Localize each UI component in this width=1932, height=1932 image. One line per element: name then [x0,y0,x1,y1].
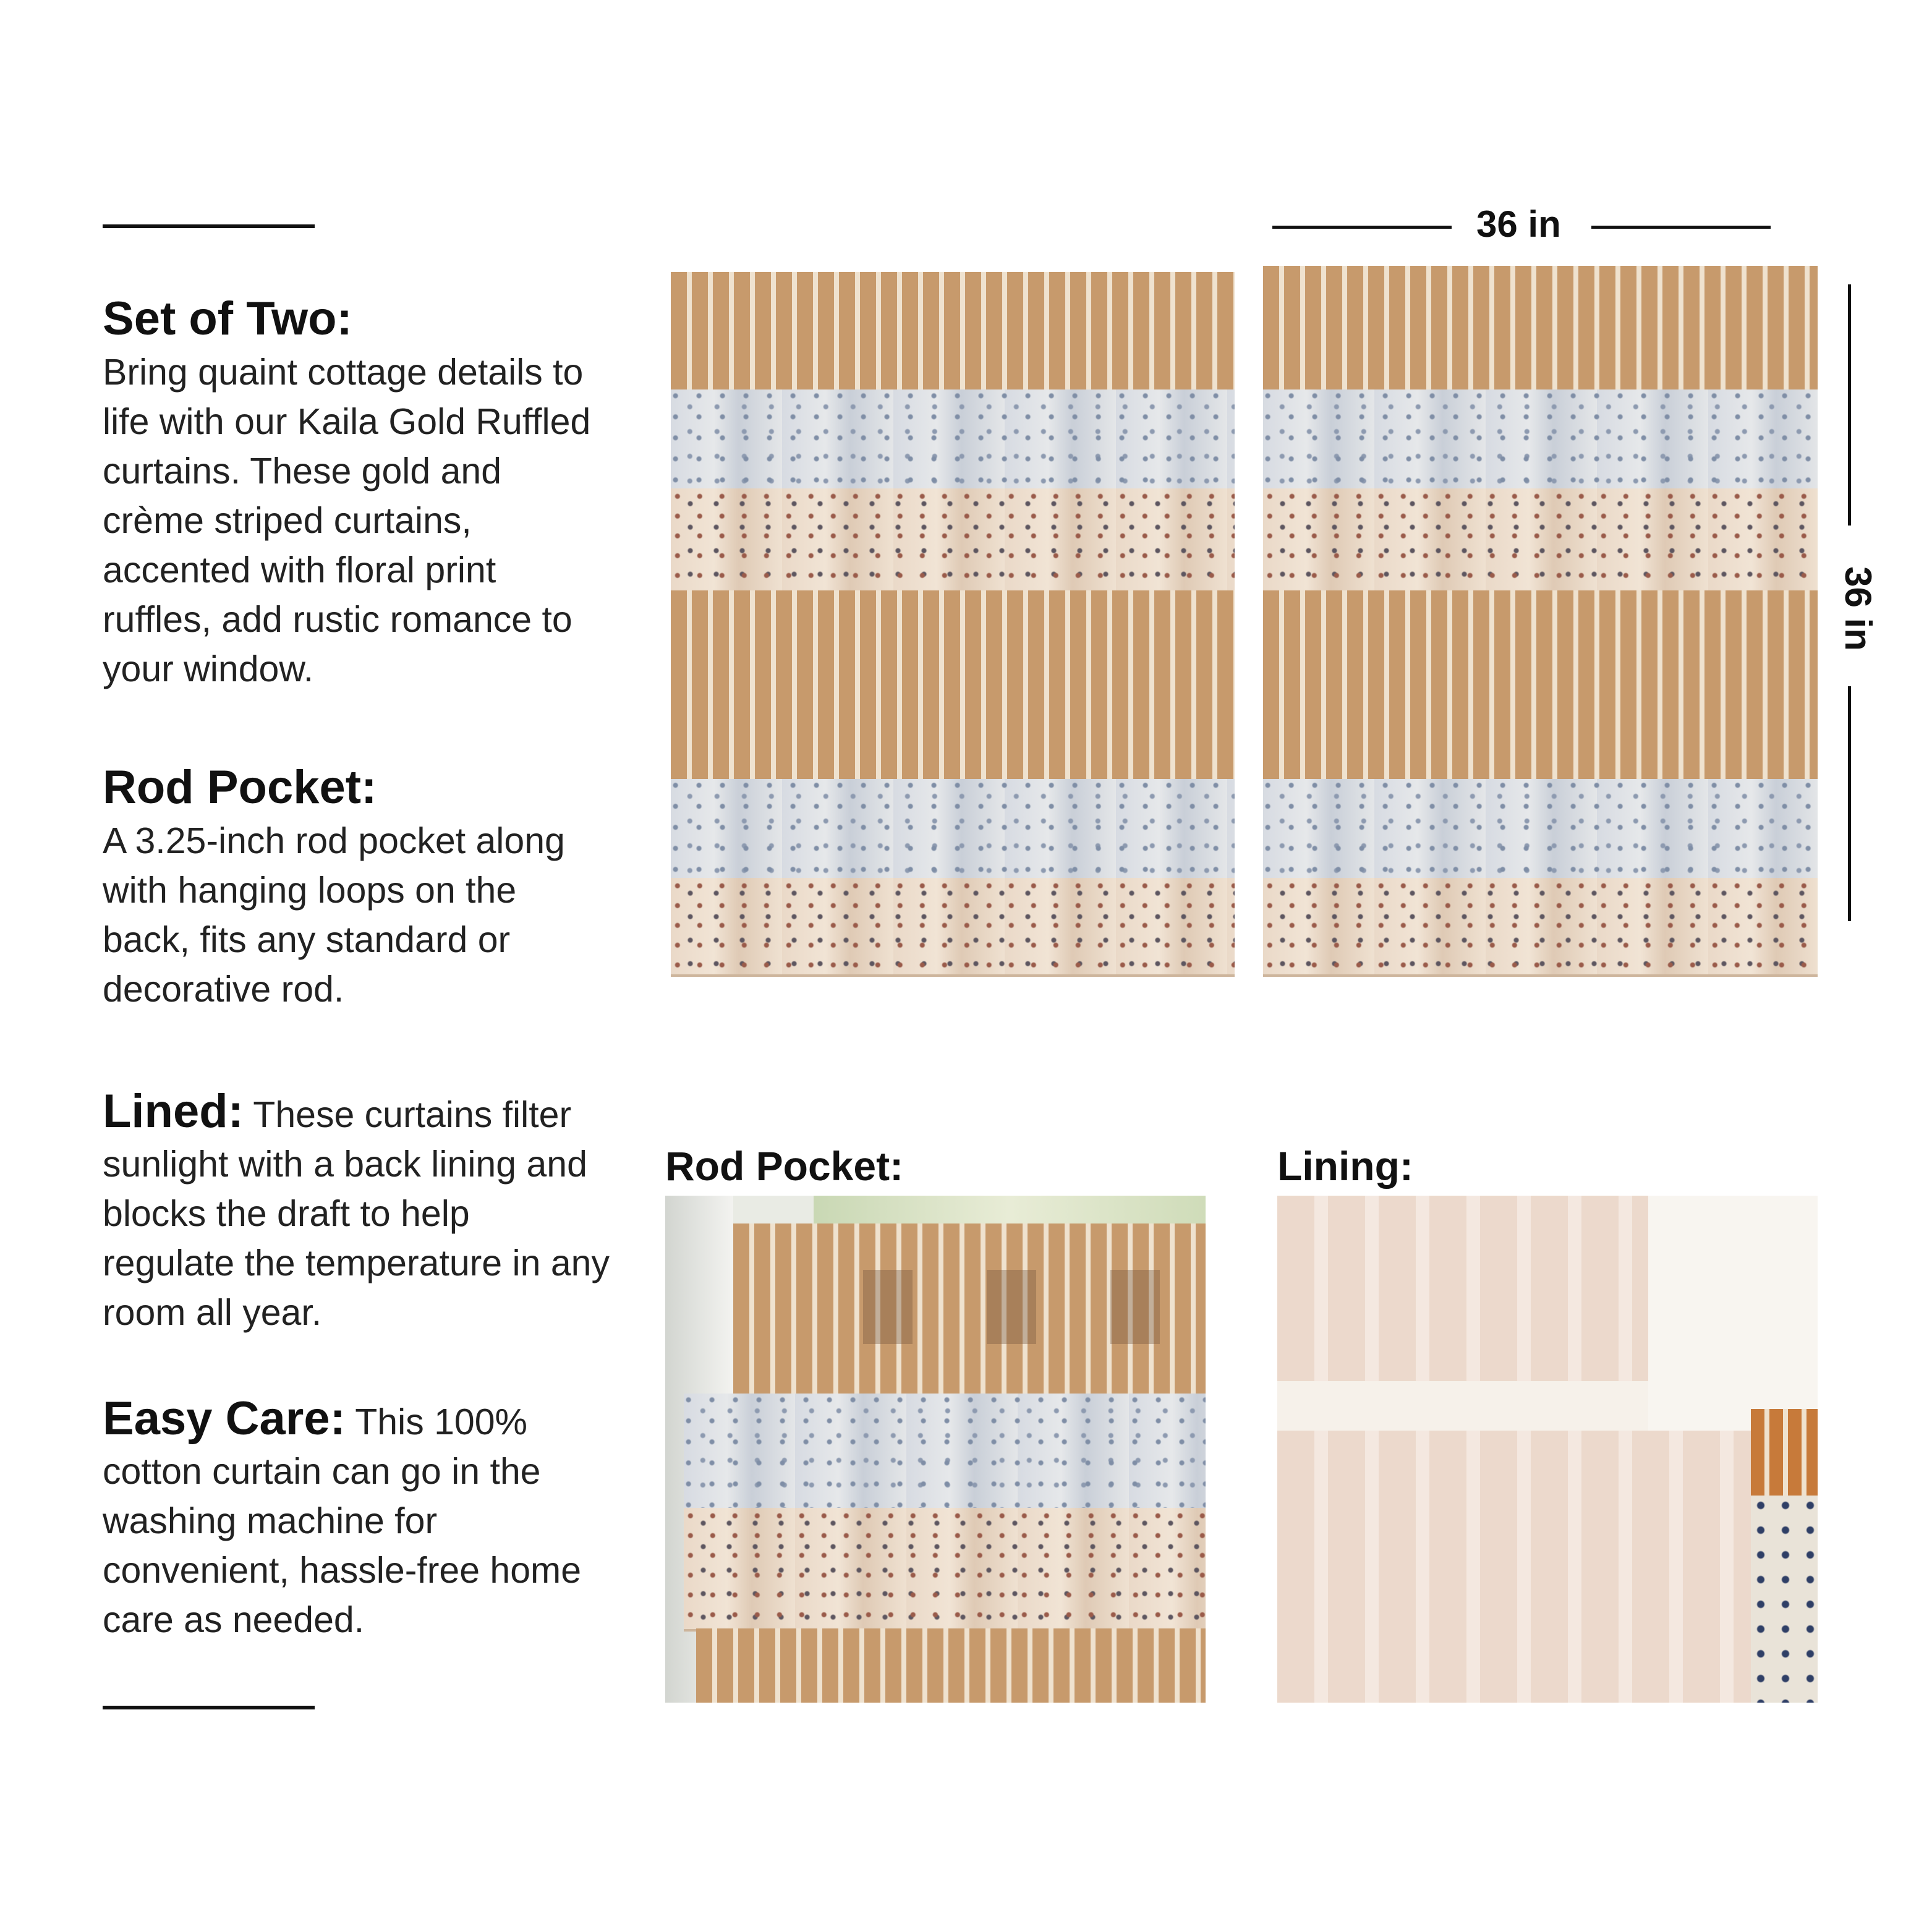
red-floral-ruffle [671,488,1235,594]
rod-pocket-body: A 3.25-inch rod pocket along with hanging loops on the back, fits any standard or decorative rod. [103,820,565,1010]
width-line-left [1272,226,1452,229]
red-floral-ruffle [684,1508,1206,1632]
red-floral-ruffle [1263,488,1818,594]
lining-photo [1277,1196,1818,1703]
curtain-panel-right [1263,266,1818,977]
section-rod-pocket [103,759,610,1014]
front-fabric-edge-gold [1751,1409,1818,1496]
height-line-bottom [1848,686,1851,921]
stripe-band [696,1628,1206,1703]
lining-panel-cream [1648,1196,1818,1431]
section-set-of-two [103,291,610,694]
rod-pocket-detail-label: Rod Pocket: [665,1143,904,1189]
blue-floral-ruffle [671,779,1235,884]
hanging-loops [789,1270,1178,1344]
blue-floral-ruffle [1263,779,1818,884]
lined-heading: Lined: [103,1085,244,1138]
easy-care-body: This 100% cotton curtain can go in the washing machine for convenient, hassle-free home care as needed. [103,1402,582,1640]
height-line-top [1848,284,1851,526]
stripe-band [671,272,1235,396]
front-fabric-edge-floral [1751,1496,1818,1703]
blue-floral-ruffle [671,389,1235,495]
blue-floral-ruffle [1263,389,1818,495]
width-label: 36 in [1476,203,1561,245]
red-floral-ruffle [1263,878,1818,977]
set-of-two-body: Bring quaint cottage details to life with our Kaila Gold Ruffled curtains. These gold and crème striped curtains, accented with floral print ruffles, add rustic romance to your window. [103,352,591,689]
rod-pocket-photo [665,1196,1206,1703]
stripe-band [1263,266,1818,396]
section-easy-care [103,1394,610,1645]
bottom-divider [103,1706,315,1709]
width-line-right [1591,226,1771,229]
lined-body: These curtains filter sunlight with a back lining and blocks the draft to help regulate the temperature in any room all year. [103,1094,610,1333]
easy-care-heading: Easy Care: [103,1392,346,1445]
section-lined [103,1087,610,1337]
lining-detail-label: Lining: [1277,1143,1413,1189]
red-floral-ruffle [671,878,1235,977]
blue-floral-ruffle [684,1394,1206,1517]
top-divider [103,224,315,228]
stripe-band [671,590,1235,788]
height-label: 36 in [1837,566,1879,651]
curtain-panel-left [671,272,1235,977]
stripe-band [1263,590,1818,788]
set-of-two-heading: Set of Two: [103,292,352,345]
rod-pocket-heading: Rod Pocket: [103,761,377,814]
